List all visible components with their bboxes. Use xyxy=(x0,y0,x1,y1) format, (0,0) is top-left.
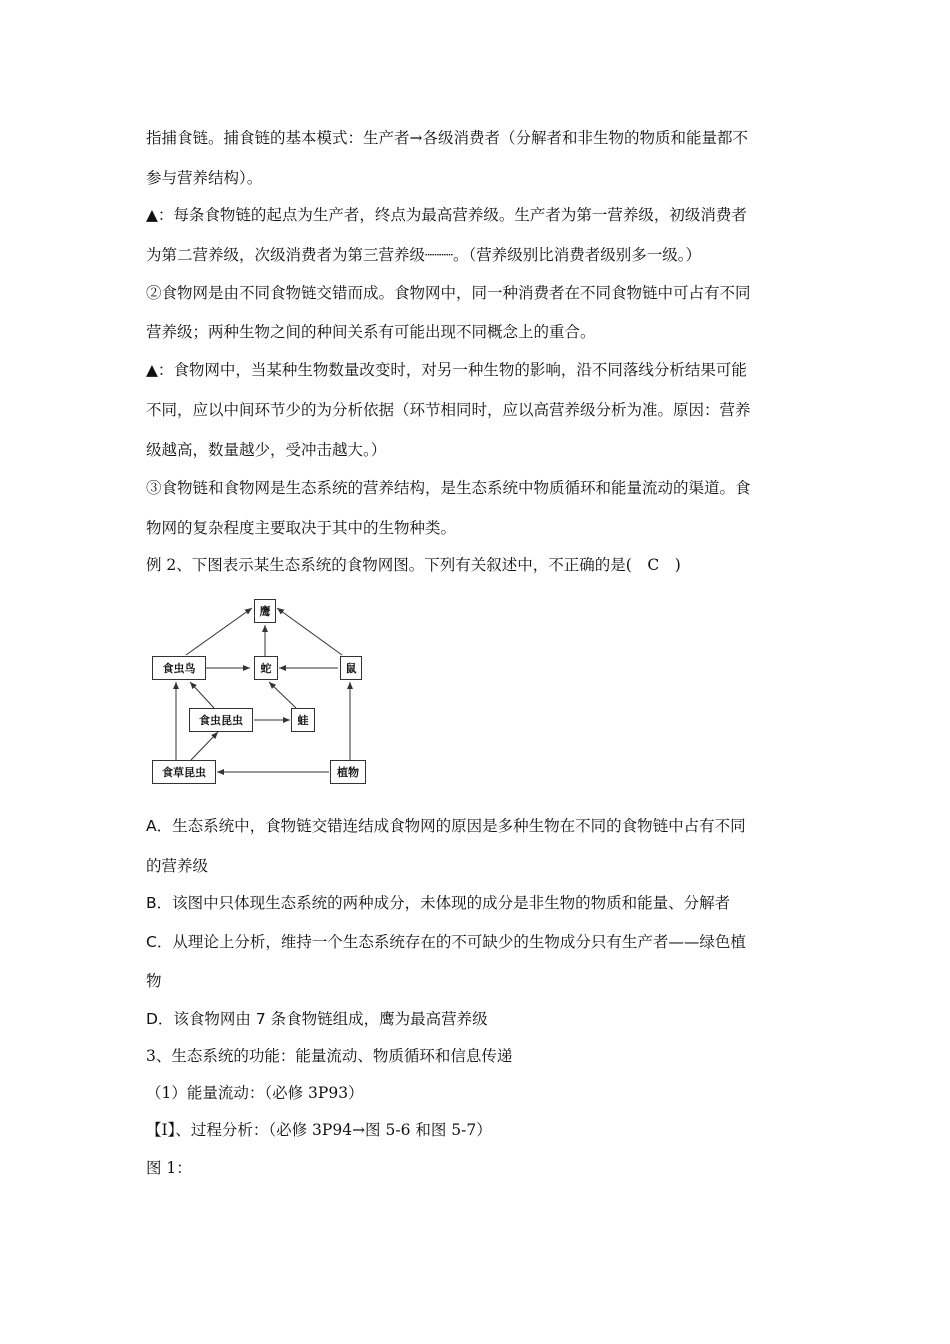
node-bird: 食虫鸟 xyxy=(152,656,206,680)
paragraph-line-1: 指捕食链。捕食链的基本模式：生产者→各级消费者（分解者和非生物的物质和能量都不 xyxy=(146,129,748,147)
paragraph-line-3: ▲：每条食物链的起点为生产者，终点为最高营养级。生产者为第一营养级，初级消费者 xyxy=(146,206,747,224)
food-web-diagram xyxy=(146,592,366,792)
arrow-frog-snake xyxy=(269,682,296,708)
paragraph-line-10: ③食物链和食物网是生态系统的营养结构，是生态系统中物质循环和能量流动的渠道。食 xyxy=(146,479,751,497)
node-herbivore: 食草昆虫 xyxy=(152,760,216,784)
paragraph-line-9: 级越高，数量越少，受冲击越大。） xyxy=(146,441,387,459)
section-heading: 3、生态系统的功能：能量流动、物质循环和信息传递 xyxy=(146,1047,513,1065)
node-insect: 食虫昆虫 xyxy=(189,708,253,732)
option-d: D．该食物网由 7 条食物链组成，鹰为最高营养级 xyxy=(146,1010,488,1028)
paragraph-line-5: ②食物网是由不同食物链交错而成。食物网中，同一种消费者在不同食物链中可占有不同 xyxy=(146,284,751,302)
option-b: B．该图中只体现生态系统的两种成分，未体现的成分是非生物的物质和能量、分解者 xyxy=(146,894,731,912)
figure-caption: 图 1： xyxy=(146,1159,192,1177)
paragraph-line-4: 为第二营养级，次级消费者为第三营养级┈┈┈。（营养级别比消费者级别多一级。） xyxy=(146,246,701,264)
node-plant: 植物 xyxy=(330,760,366,784)
arrow-mouse-eagle xyxy=(277,608,342,655)
paragraph-line-11: 物网的复杂程度主要取决于其中的生物种类。 xyxy=(146,519,457,537)
option-a-line-1: A．生态系统中，食物链交错连结成食物网的原因是多种生物在不同的食物链中占有不同 xyxy=(146,817,746,835)
paragraph-line-2: 参与营养结构）。 xyxy=(146,169,263,187)
subsection-process-analysis: 【Ⅰ】、过程分析：（必修 3P94→图 5-6 和图 5-7） xyxy=(146,1121,492,1139)
paragraph-line-6: 营养级；两种生物之间的种间关系有可能出现不同概念上的重合。 xyxy=(146,323,596,341)
node-frog: 蛙 xyxy=(291,708,315,732)
option-a-line-2: 的营养级 xyxy=(146,857,209,875)
node-mouse: 鼠 xyxy=(340,656,362,680)
option-c-line-2: 物 xyxy=(146,972,162,990)
paragraph-line-7: ▲：食物网中，当某种生物数量改变时，对另一种生物的影响，沿不同落线分析结果可能 xyxy=(146,361,747,379)
arrow-insect-bird xyxy=(190,682,214,708)
arrow-bird-eagle xyxy=(186,608,252,655)
question-stem: 例 2、下图表示某生态系统的食物网图。下列有关叙述中，不正确的是( C ) xyxy=(146,556,681,574)
subsection-energy-flow: （1）能量流动：（必修 3P93） xyxy=(146,1084,364,1102)
paragraph-line-8: 不同，应以中间环节少的为分析依据（环节相同时，应以高营养级分析为准。原因：营养 xyxy=(146,401,751,419)
node-snake: 蛇 xyxy=(254,656,278,680)
node-eagle: 鹰 xyxy=(254,599,276,623)
option-c-line-1: C．从理论上分析，维持一个生态系统存在的不可缺少的生物成分只有生产者——绿色植 xyxy=(146,933,746,951)
arrow-herbivore-insect xyxy=(191,732,218,760)
